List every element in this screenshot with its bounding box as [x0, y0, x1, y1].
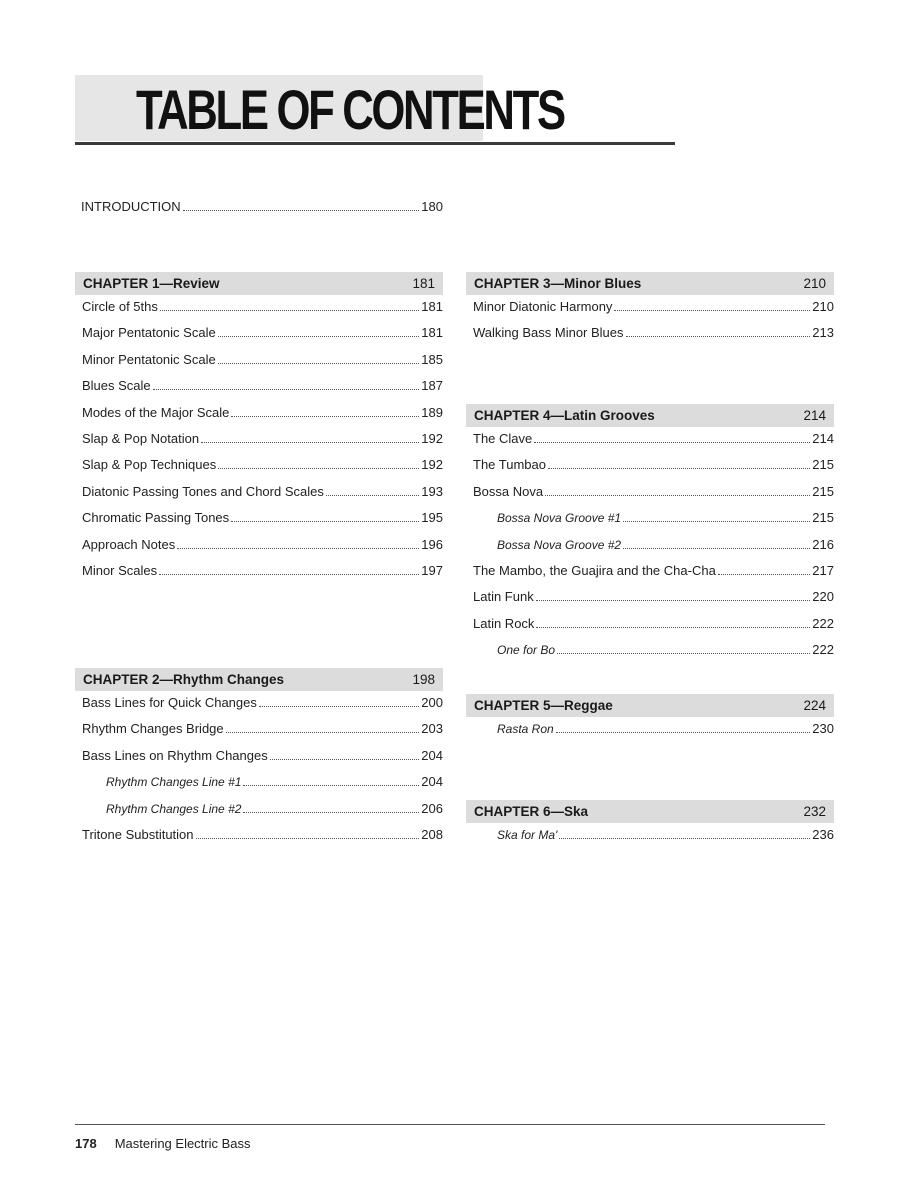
- dot-leader: [196, 838, 420, 839]
- toc-entry-page: 230: [812, 721, 834, 736]
- dot-leader: [201, 442, 419, 443]
- toc-entry-page: 189: [421, 404, 443, 420]
- dot-leader: [218, 336, 420, 337]
- toc-entry[interactable]: [82, 744, 443, 764]
- dot-leader: [259, 706, 419, 707]
- toc-entry-label: The Tumbao: [473, 457, 546, 473]
- toc-entry-page: 180: [421, 199, 443, 214]
- dot-leader: [160, 310, 419, 311]
- toc-entry[interactable]: [497, 717, 834, 737]
- toc-entry-label: Blues Scale: [82, 378, 151, 394]
- page-title: TABLE OF CONTENTS: [136, 78, 564, 141]
- toc-entry[interactable]: [82, 321, 443, 341]
- toc-entry-label: Minor Scales: [82, 563, 158, 578]
- toc-entry-page: 215: [812, 510, 834, 526]
- toc-entry-page: 204: [421, 774, 443, 790]
- toc-entry-page: 204: [421, 747, 443, 763]
- toc-entry-label: Bossa Nova Groove #2: [497, 537, 622, 552]
- toc-entry-label: Minor Diatonic Harmony: [473, 299, 613, 314]
- toc-entry-label: Major Pentatonic Scale: [82, 325, 216, 341]
- toc-entry-page: 215: [812, 457, 834, 473]
- chapter-title: CHAPTER 6—Ska: [474, 804, 589, 819]
- toc-entry[interactable]: [473, 295, 834, 315]
- dot-leader: [614, 310, 810, 311]
- dot-leader: [326, 495, 419, 496]
- toc-entry[interactable]: [473, 612, 834, 632]
- toc-entry-label: Tritone Substitution: [82, 827, 194, 842]
- toc-entry-page: 187: [421, 378, 443, 394]
- toc-entry-label: Circle of 5ths: [82, 299, 158, 314]
- dot-leader: [218, 468, 419, 469]
- toc-entry[interactable]: [497, 506, 834, 526]
- chapter-page: 214: [803, 408, 826, 423]
- chapter-heading[interactable]: [466, 694, 834, 717]
- toc-entry-page: 222: [812, 642, 834, 658]
- dot-leader: [623, 521, 810, 522]
- toc-entry-label: INTRODUCTION: [81, 199, 181, 214]
- toc-entry-label: One for Bo: [497, 643, 556, 658]
- toc-entry-page: 220: [812, 589, 834, 605]
- dot-leader: [557, 653, 810, 654]
- toc-entry-page: 217: [812, 563, 834, 578]
- dot-leader: [243, 812, 419, 813]
- book-title: Mastering Electric Bass: [114, 1136, 251, 1151]
- toc-entry[interactable]: [82, 401, 443, 421]
- dot-leader: [626, 336, 811, 337]
- toc-entry-page: 185: [421, 351, 443, 367]
- toc-entry-page: 215: [812, 483, 834, 499]
- toc-entry-introduction[interactable]: [81, 195, 443, 215]
- chapter-title: CHAPTER 5—Reggae: [474, 698, 613, 713]
- toc-entry-label: Latin Funk: [473, 589, 534, 605]
- toc-entry[interactable]: [473, 427, 834, 447]
- toc-entry-label: Minor Pentatonic Scale: [82, 351, 216, 367]
- chapter-heading[interactable]: [75, 272, 443, 295]
- toc-entry[interactable]: [82, 374, 443, 394]
- dot-leader: [623, 548, 810, 549]
- dot-leader: [559, 838, 810, 839]
- chapter-page: 210: [803, 276, 826, 291]
- toc-entry-page: 200: [421, 695, 443, 710]
- chapter-title: CHAPTER 2—Rhythm Changes: [83, 672, 285, 687]
- toc-entry-label: Chromatic Passing Tones: [82, 510, 230, 526]
- toc-entry-page: 208: [421, 827, 443, 842]
- chapter-heading[interactable]: [75, 668, 443, 691]
- toc-entry-label: Latin Rock: [473, 615, 535, 631]
- toc-entry-page: 193: [421, 483, 443, 499]
- toc-entry-page: 222: [812, 615, 834, 631]
- toc-entry-label: Bossa Nova Groove #1: [497, 511, 622, 526]
- chapter-title: CHAPTER 3—Minor Blues: [474, 276, 642, 291]
- dot-leader: [231, 416, 419, 417]
- toc-entry[interactable]: [82, 559, 443, 579]
- dot-leader: [718, 574, 810, 575]
- toc-entry-label: Ska for Ma': [497, 828, 558, 842]
- toc-entry-page: 181: [421, 299, 443, 314]
- toc-entry[interactable]: [473, 321, 834, 341]
- toc-entry[interactable]: [82, 691, 443, 711]
- toc-entry-label: Diatonic Passing Tones and Chord Scales: [82, 483, 324, 499]
- dot-leader: [536, 627, 810, 628]
- toc-entry-label: Bass Lines on Rhythm Changes: [82, 747, 268, 763]
- toc-entry-page: 203: [421, 721, 443, 737]
- dot-leader: [243, 785, 419, 786]
- toc-entry-page: 181: [421, 325, 443, 341]
- toc-entry-label: Modes of the Major Scale: [82, 404, 230, 420]
- toc-entry-page: 197: [421, 563, 443, 578]
- toc-entry-label: The Mambo, the Guajira and the Cha-Cha: [473, 563, 716, 578]
- dot-leader: [177, 548, 419, 549]
- toc-entry-page: 192: [421, 431, 443, 446]
- dot-leader: [536, 600, 811, 601]
- dot-leader: [534, 442, 810, 443]
- toc-entry[interactable]: [82, 427, 443, 447]
- toc-entry[interactable]: [82, 295, 443, 315]
- toc-entry[interactable]: [82, 823, 443, 843]
- chapter-page: 224: [803, 698, 826, 713]
- footer-rule: [75, 1124, 825, 1125]
- dot-leader: [218, 363, 420, 364]
- toc-entry[interactable]: [106, 770, 443, 790]
- dot-leader: [556, 732, 811, 733]
- toc-entry[interactable]: [82, 717, 443, 737]
- toc-entry[interactable]: [473, 453, 834, 473]
- toc-entry[interactable]: [473, 585, 834, 605]
- toc-entry[interactable]: [106, 797, 443, 817]
- toc-entry-label: Rhythm Changes Line #2: [106, 801, 242, 816]
- toc-entry-label: Rhythm Changes Line #1: [106, 775, 242, 790]
- toc-entry-label: Bossa Nova: [473, 483, 544, 499]
- toc-entry[interactable]: [497, 823, 834, 843]
- page-footer: [75, 1136, 251, 1151]
- dot-leader: [226, 732, 420, 733]
- toc-entry-label: Slap & Pop Notation: [82, 431, 200, 446]
- dot-leader: [159, 574, 419, 575]
- dot-leader: [231, 521, 419, 522]
- toc-entry-label: Approach Notes: [82, 536, 176, 552]
- chapter-heading[interactable]: [466, 800, 834, 823]
- chapter-page: 181: [412, 276, 435, 291]
- toc-entry[interactable]: [473, 480, 834, 500]
- toc-entry-page: 192: [421, 457, 443, 473]
- toc-entry-page: 213: [812, 325, 834, 341]
- toc-entry[interactable]: [82, 480, 443, 500]
- toc-entry-page: 210: [812, 299, 834, 314]
- chapter-title: CHAPTER 4—Latin Grooves: [474, 408, 655, 423]
- chapter-page: 232: [803, 804, 826, 819]
- toc-entry[interactable]: [82, 453, 443, 473]
- toc-entry[interactable]: [82, 533, 443, 553]
- toc-entry[interactable]: [82, 348, 443, 368]
- chapter-page: 198: [412, 672, 435, 687]
- toc-entry-page: 214: [812, 431, 834, 446]
- dot-leader: [270, 759, 420, 760]
- toc-entry-page: 206: [421, 800, 443, 816]
- toc-entry-label: Bass Lines for Quick Changes: [82, 695, 257, 710]
- toc-entry-label: Slap & Pop Techniques: [82, 457, 217, 473]
- toc-entry-page: 236: [812, 827, 834, 842]
- dot-leader: [153, 389, 420, 390]
- chapter-heading[interactable]: [466, 272, 834, 295]
- toc-entry-label: The Clave: [473, 431, 533, 446]
- toc-entry-label: Walking Bass Minor Blues: [473, 325, 624, 341]
- toc-entry-label: Rasta Ron: [497, 722, 554, 736]
- toc-entry[interactable]: [497, 638, 834, 658]
- chapter-heading[interactable]: [466, 404, 834, 427]
- dot-leader: [545, 495, 810, 496]
- toc-entry[interactable]: [497, 533, 834, 553]
- chapter-title: CHAPTER 1—Review: [83, 276, 220, 291]
- dot-leader: [548, 468, 810, 469]
- toc-entry-page: 195: [421, 510, 443, 526]
- toc-entry[interactable]: [473, 559, 834, 579]
- toc-entry[interactable]: [82, 506, 443, 526]
- page-number: 178: [75, 1136, 97, 1151]
- toc-entry-page: 216: [812, 536, 834, 552]
- dot-leader: [183, 210, 420, 211]
- toc-entry-label: Rhythm Changes Bridge: [82, 721, 224, 737]
- toc-entry-page: 196: [421, 536, 443, 552]
- title-rule: [75, 142, 675, 145]
